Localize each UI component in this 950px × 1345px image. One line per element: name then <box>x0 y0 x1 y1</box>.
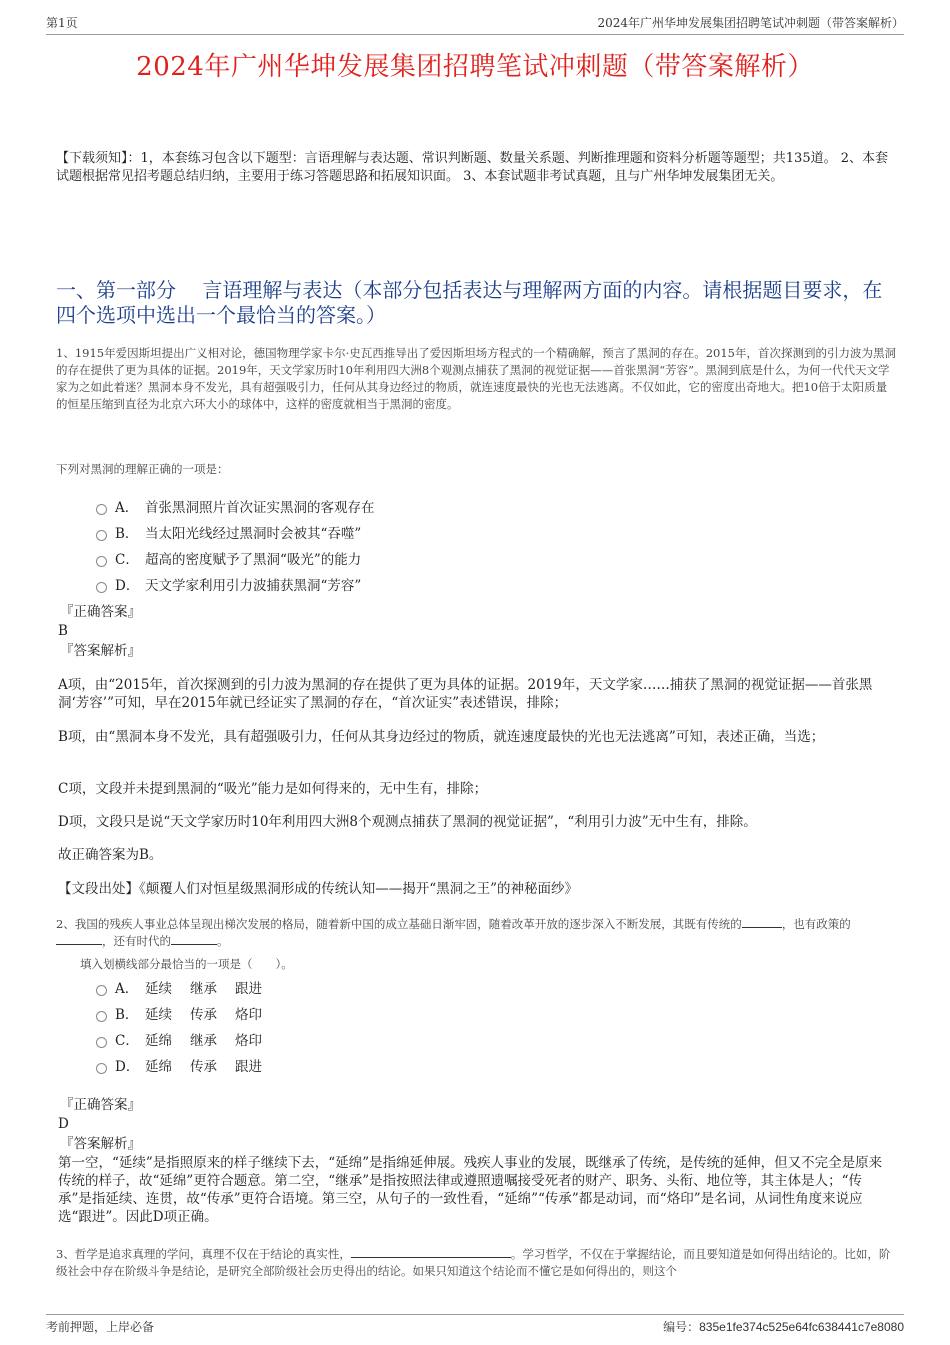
radio-icon[interactable] <box>96 985 107 996</box>
q2-answer-label: 『正确答案』 <box>60 1097 141 1113</box>
fill-blank-q3 <box>351 1257 511 1258</box>
radio-icon[interactable] <box>96 530 107 541</box>
radio-icon[interactable] <box>96 1037 107 1048</box>
q1-analysis-a: A项，由“2015年，首次探测到的引力波为黑洞的存在提供了更为具体的证据。2019年，天文学家……捕获了黑洞的视觉证据——首张黑洞‘芳容’”可知，早在2015年就已经证实了黑洞的存在，“首次证实”表述错误，排除； <box>58 677 873 711</box>
q1-option-a[interactable]: A． 首张黑洞照片首次证实黑洞的客观存在 <box>96 493 596 519</box>
q2-analysis-label: 『答案解析』 <box>60 1136 141 1152</box>
header-doc-title: 2024年广州华坤发展集团招聘笔试冲刺题（带答案解析） <box>597 16 904 30</box>
q2-option-a[interactable]: A． 延续 继承 跟进 <box>96 974 596 1000</box>
q2-prompt: 填入划横线部分最恰当的一项是（ ）。 <box>80 957 293 971</box>
q1-option-d[interactable]: D． 天文学家利用引力波捕获黑洞“芳容” <box>96 571 596 597</box>
q1-analysis-b: B项，由“黑洞本身不发光，具有超强吸引力，任何从其身边经过的物质，就连速度最快的光也无法逃离”可知，表述正确，当选； <box>58 729 825 745</box>
q1-prompt: 下列对黑洞的理解正确的一项是： <box>56 462 229 476</box>
page-header <box>46 12 904 35</box>
q1-answer: B <box>58 623 68 639</box>
q1-source: 【文段出处】《颠覆人们对恒星级黑洞形成的传统认知——揭开“黑洞之王”的神秘面纱》 <box>58 881 579 897</box>
q1-options <box>96 493 596 597</box>
q1-option-b[interactable]: B． 当太阳光线经过黑洞时会被其“吞噬” <box>96 519 596 545</box>
footer-slogan: 考前押题，上岸必备 <box>46 1320 155 1334</box>
q2-options <box>96 974 596 1078</box>
q2-option-c[interactable]: C． 延绵 继承 烙印 <box>96 1026 596 1052</box>
radio-icon[interactable] <box>96 1011 107 1022</box>
q3-passage: 3、哲学是追求真理的学问，真理不仅在于结论的真实性， 。学习哲学，不仅在于掌握结论，而且要知道是如何得出结论的。比如，阶级社会中存在阶级斗争是结论，是研究全部阶级社会历史得出的结论。如果只知道这个结论而不懂它是如何得出的，则这个 <box>56 1247 891 1278</box>
q1-conclusion: 故正确答案为B。 <box>58 847 163 863</box>
section-heading: 一、第一部分 言语理解与表达（本部分包括表达与理解两方面的内容。请根据题目要求，在四个选项中选出一个最恰当的答案。） <box>56 278 883 327</box>
q2-analysis: 第一空，“延续”是指照原来的样子继续下去，“延绵”是指绵延伸展。残疾人事业的发展，既继承了传统，是传统的延伸，但又不完全是原来传统的样子，故“延绵”更符合题意。第二空，“继承”是指按照法律或遵照遗嘱接受死者的财产、职务、头衔、地位等，其主体是人；“传承”是指延续、连贯，故“传承”更符合语境。第三空，从句子的一致性看，“延绵”“传承”都是动词，而“烙印”是名词，从词性角度来说应选“跟进”。因此D项正确。 <box>58 1155 883 1225</box>
q1-analysis-d: D项，文段只是说“天文学家历时10年利用四大洲8个观测点捕获了黑洞的视觉证据”，“利用引力波”无中生有，排除。 <box>58 814 757 830</box>
q2-option-b[interactable]: B． 延续 传承 烙印 <box>96 1000 596 1026</box>
radio-icon[interactable] <box>96 504 107 515</box>
page-title: 2024年广州华坤发展集团招聘笔试冲刺题（带答案解析） <box>136 52 814 82</box>
q1-answer-label: 『正确答案』 <box>60 604 141 620</box>
q1-passage: 1、1915年爱因斯坦提出广义相对论，德国物理学家卡尔·史瓦西推导出了爱因斯坦场方程式的一个精确解，预言了黑洞的存在。2015年，首次探测到的引力波为黑洞的存在提供了更为具体的证据。2019年，天文学家历时10年利用四大洲8个观测点捕获了黑洞的视觉证据——首张黑洞“芳容”。黑洞到底是什么，为何一代代天文学家为之如此着迷？黑洞本身不发光，具有超强吸引力，任何从其身边经过的物质，就连速度最快的光也无法逃离。不仅如此，它的密度出奇地大。把10倍于太阳质量的恒星压缩到直径为北京六环大小的球体中，这样的密度就相当于黑洞的密度。 <box>56 346 896 411</box>
page-footer <box>46 1314 904 1339</box>
fill-blank-3 <box>171 944 217 945</box>
fill-blank-2 <box>56 944 102 945</box>
page-number: 第1页 <box>46 16 78 30</box>
q1-analysis-c: C项，文段并未提到黑洞的“吸光”能力是如何得来的，无中生有，排除； <box>58 781 488 797</box>
q1-analysis-label: 『答案解析』 <box>60 643 141 659</box>
radio-icon[interactable] <box>96 1063 107 1074</box>
radio-icon[interactable] <box>96 556 107 567</box>
q1-option-c[interactable]: C． 超高的密度赋予了黑洞“吸光”的能力 <box>96 545 596 571</box>
q2-passage: 2、我国的残疾人事业总体呈现出梯次发展的格局，随着新中国的成立基础日渐牢固，随着改革开放的逐步深入不断发展，其既有传统的 ，也有政策的，还有时代的 。 <box>56 917 851 948</box>
q2-answer: D <box>58 1116 69 1132</box>
footer-code: 编号：835e1fe374c525e64fc638441c7e8080 <box>663 1320 904 1334</box>
q2-option-d[interactable]: D． 延绵 传承 跟进 <box>96 1052 596 1078</box>
radio-icon[interactable] <box>96 582 107 593</box>
download-notice: 【下载须知】：1，本套练习包含以下题型：言语理解与表达题、常识判断题、数量关系题、判断推理题和资料分析题等题型；共135道。 2、本套试题根据常见招考题总结归纳，主要用于练习答题思路和拓展知识面。 3、本套试题非考试真题，且与广州华坤发展集团无关。 <box>56 151 888 184</box>
fill-blank-1 <box>742 927 782 928</box>
